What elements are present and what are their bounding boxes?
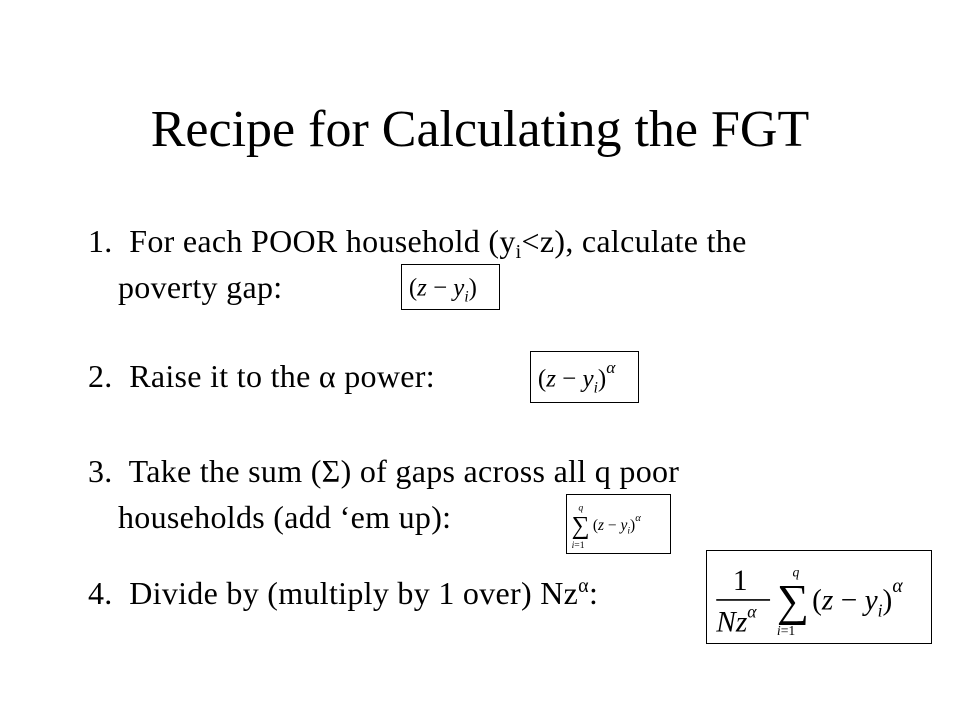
step-2-text: Raise it to the α power: bbox=[129, 358, 435, 394]
step-3-line-2: households (add ‘em up): bbox=[118, 499, 452, 535]
step-2 bbox=[88, 353, 435, 399]
step-3-number: 3. bbox=[88, 453, 113, 489]
step-4-text: Divide by (multiply by 1 over) Nz bbox=[129, 575, 579, 611]
svg-text:Nzα: $Nz^\alpha$ bbox=[716, 601, 757, 639]
svg-text:q: q bbox=[792, 564, 800, 580]
step-1-text-a: For each POOR household (y bbox=[129, 223, 516, 259]
svg-text:q: q bbox=[578, 502, 584, 514]
step-1-number: 1. bbox=[88, 223, 113, 259]
step-1-subscript: i bbox=[515, 241, 522, 263]
svg-text:(z − yi)α: $(z - y_i)^\alpha$ bbox=[592, 513, 641, 537]
step-4-number: 4. bbox=[88, 575, 113, 611]
step-1-text-b: <z), calculate the bbox=[521, 223, 747, 259]
svg-text:1: 1 bbox=[732, 565, 748, 598]
formula-fgt-index bbox=[706, 550, 932, 644]
svg-text:∑: ∑ bbox=[571, 512, 590, 540]
step-3-text: Take the sum (Σ) of gaps across all q poor bbox=[128, 453, 680, 489]
step-4-tail: : bbox=[588, 575, 599, 611]
svg-text:(z − yi)α: $(z - y_i)^\alpha$ bbox=[812, 576, 903, 621]
svg-text:i=1: i=1 bbox=[571, 540, 585, 552]
formula-sum-gaps bbox=[566, 494, 671, 554]
step-4 bbox=[88, 570, 598, 616]
svg-text:∑: ∑ bbox=[776, 575, 810, 626]
step-4-superscript: α bbox=[578, 575, 589, 597]
svg-text:(z − yi)α: $(z - y_i)^\alpha$ bbox=[537, 358, 616, 397]
svg-text:i=1: i=1 bbox=[776, 623, 796, 639]
slide-title: Recipe for Calculating the FGT bbox=[150, 101, 810, 158]
step-1-line-2: poverty gap: bbox=[118, 269, 283, 305]
formula-poverty-gap bbox=[401, 264, 500, 310]
step-2-number: 2. bbox=[88, 358, 113, 394]
svg-text:(z − yi): $(z - y_i)$ bbox=[408, 274, 477, 306]
formula-gap-power bbox=[530, 351, 639, 403]
